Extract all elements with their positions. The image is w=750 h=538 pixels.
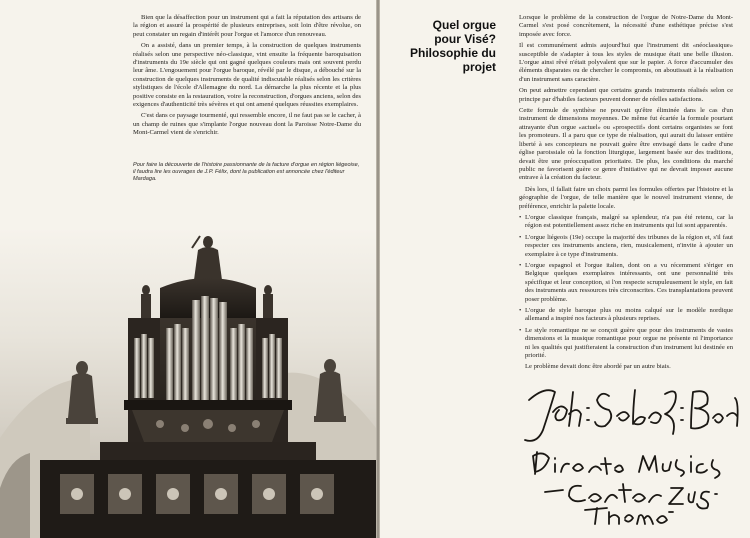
bullet-item: • L'orgue de style baroque plus ou moins calqué sur le modèle nordique allemand a inspiré nos facteurs à plusieurs reprises. [519, 307, 733, 324]
bullet-item: • L'orgue espagnol et l'orgue italien, dont on a vu récemment s'ériger en Belgique quelques exemplaires intéressants, ont une personnalité très spécifique et leur conception, si l'on respecte scrupuleusement le style, en fait des instruments aux ressources très circonscrites. Ces transplantations peuvent poser problème. [519, 262, 733, 304]
right-text-block [519, 14, 733, 375]
heading-line: pour Visé? [434, 32, 496, 46]
bullet-item: • L'orgue classique français, malgré sa splendeur, n'a pas été retenu, car la région est potentiellement assez riche en instruments qui lui sont apparentés. [519, 214, 733, 231]
organ-photo [0, 228, 376, 538]
left-text-block [133, 14, 361, 141]
right-paragraph: Dès lors, il fallait faire un choix parmi les formules offertes par l'histoire et la géographie de l'orgue, de telle manière que le nouvel instrument vienne, de préférence, enrichir la palette locale. [519, 185, 733, 210]
bullet-item: • L'orgue liégeois (19e) occupe la majorité des tribunes de la région et, s'il faut respecter ces instruments anciens, rien, musicalement, n'invite à ajouter un exemplaire à ce type d'instruments. [519, 234, 733, 259]
right-paragraph: On peut admettre cependant que certains grands instruments réalisés selon ce principe par d'habiles facteurs peuvent donner de réelles satisfactions. [519, 87, 733, 103]
left-paragraph: Bien que la désaffection pour un instrument qui a fait la réputation des artisans de la région et assuré la prospérité de plusieurs entreprises, soit loin d'être révolue, on peut constater un regain d'intérêt pour l'orgue et l'amorce d'un renouveau. [133, 14, 361, 38]
photo-caption: Pour faire la découverte de l'histoire passionnante de la facture d'orgue en région liégeoise, il faudra lire les ouvrages de J.P. Félix, dont la publication est annoncée chez l'éditeur Mardaga. [133, 162, 360, 182]
heading-line: Quel orgue [432, 18, 496, 32]
bach-signature [515, 378, 745, 528]
heading-line: Philosophie du [410, 46, 496, 60]
bullet-item: • Le style romantique ne se conçoit guère que pour des instruments de vastes dimensions et la musique romantique pour orgue ne présente ni l'importance ni les qualités qui justifieraient la construction d'un instrument lui destinée en priorité. [519, 327, 733, 361]
right-paragraph: Cette formule de synthèse ne pouvait qu'être éliminée dans le cas d'un instrument de dimensions moyennes. De même fut écartée la formule pourtant attrayante d'un orgue «actuel» ou «prospectif» dont certains organistes se font les promoteurs. Il a paru que ce type de réalisation, qui aurait du laisser entière liberté à ses concepteurs ne pouvait guère être envisagé dans le cadre d'une église paroissiale où la fonction liturgique, largement basée sur des traditions, devait être une préoccupation prioritaire. De plus, les conditions du marché public ne favorisent guère ce genre d'initiative qui ne devrait imposer aucune entrave à la création du facteur. [519, 107, 733, 182]
right-paragraph: Lorsque le problème de la construction de l'orgue de Notre-Dame du Mont-Carmel s'est posé concrètement, la nécessité d'une esthétique précise s'est imposée avec force. [519, 14, 733, 38]
closing-line: Le problème devait donc être abordé par un autre biais. [525, 363, 671, 371]
left-paragraph: On a assisté, dans un premier temps, à la construction de quelques instruments réalisés selon une perspective néo-classique, vint ensuite la fréquente baroquisation d'instruments du 19e siècle qui ont gagné quelques couleurs mais ont souvent perdu leur âme. L'engouement pour l'orgue baroque, révélé par le disque, a débouché sur la construction de quelques instruments de qualité indiscutable réalisés selon les critères stylistiques de l'école d'Allemagne du nord. La démarche la plus récente et la plus positive consiste en la restauration, voire la reconstruction, d'orgues anciens, selon des exigences d'authenticité très sévères et qui ont amené quelques réussites exemplaires. [133, 42, 361, 109]
left-paragraph: C'est dans ce paysage tourmenté, qui ressemble encore, il ne faut pas se le cacher, à un champ de ruines que s'implante l'orgue nouveau dont la Paroisse Notre-Dame du Mont-Carmel vient de s'enrichir. [133, 112, 361, 137]
right-paragraph: Il est communément admis aujourd'hui que l'instrument dit «néoclassique» susceptible de s'adapter à tous les styles de musique était une belle illusion. L'orgue ainsi rêvé n'était polyvalent que sur le papier. A force d'accumuler des éléments disparates ou de chercher le compromis, on aboutissait à la réalisation d'un instrument sans caractère. [519, 42, 733, 83]
heading-line: projet [462, 60, 496, 74]
section-heading [384, 18, 496, 74]
